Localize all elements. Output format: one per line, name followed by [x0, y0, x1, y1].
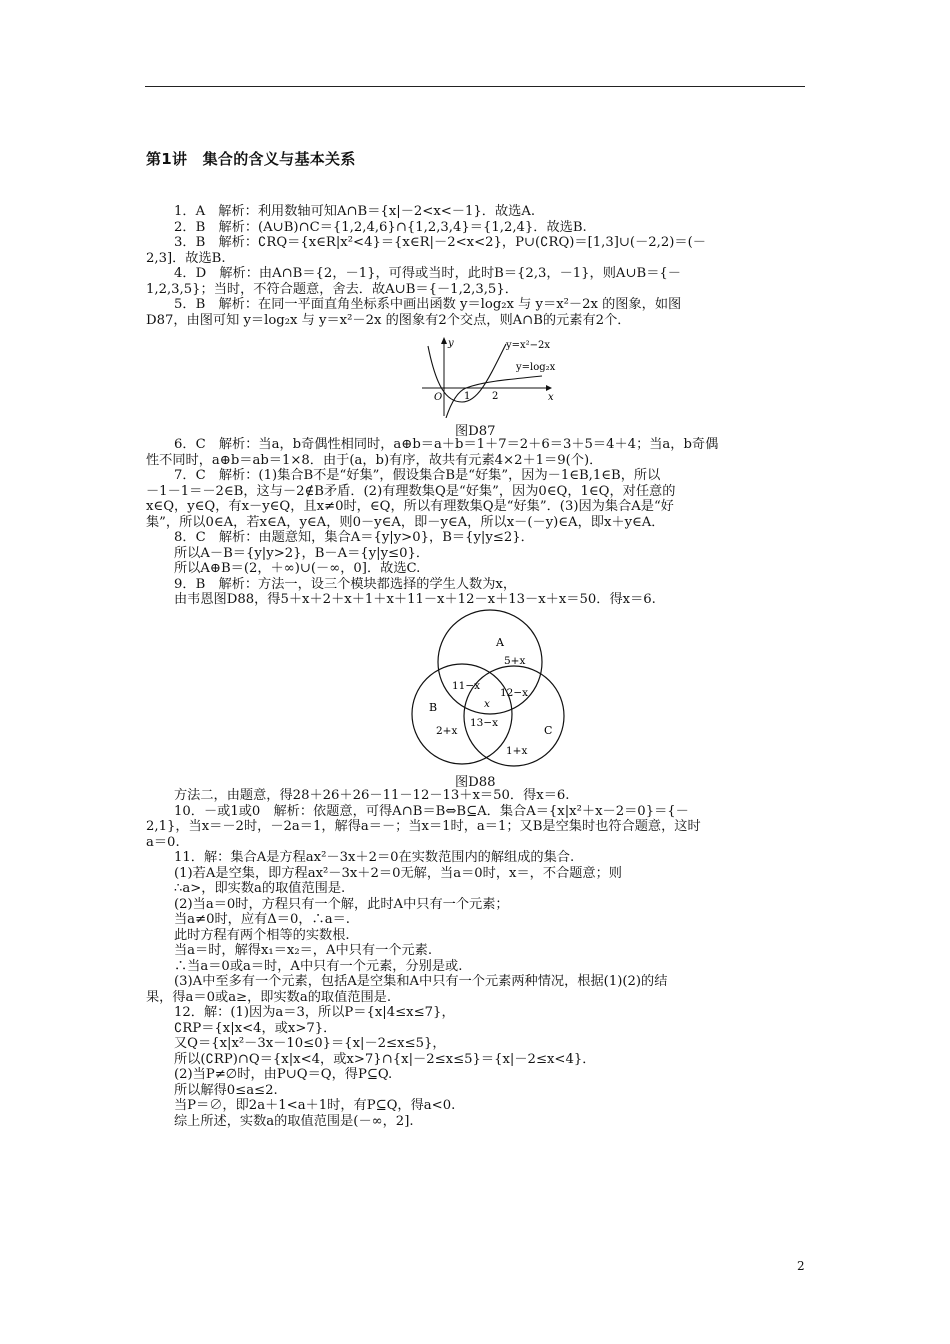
figure-d87-graph [418, 336, 568, 418]
answer-line: 1．A 解析：利用数轴可知A∩B＝{x|－2<x<－1}．故选A. [174, 204, 536, 219]
figure-d88-venn [410, 606, 570, 770]
answer-line: 7．C 解析：(1)集合B不是“好集”，假设集合B是“好集”，因为－1∈B,1∈B，所以 [174, 468, 661, 483]
venn-region-bc: 13−x [470, 717, 499, 729]
x-axis-arrow [546, 385, 552, 391]
answer-line: 所以A－B＝{y|y>2}，B－A＝{y|y≤0}． [174, 545, 430, 561]
answer-line: 所以解得0≤a≤2. [174, 1082, 278, 1098]
venn-region-c: 1+x [506, 745, 528, 757]
answer-line: 此时方程有两个相等的实数根. [174, 927, 350, 943]
answer-line: 11．解：集合A是方程ax²－3x＋2＝0在实数范围内的解组成的集合. [174, 850, 575, 865]
answer-line: 综上所述，实数a的取值范围是(－∞，2]. [174, 1113, 414, 1129]
figure-d87-caption: 图D87 [455, 424, 496, 439]
venn-label-c: C [544, 724, 553, 737]
venn-region-abc: x [484, 698, 490, 710]
answer-line: D87，由图可知 y＝log₂x 与 y＝x²－2x 的图象有2个交点，则A∩B的元素有2个． [146, 312, 631, 328]
parabola-label: y=x²−2x [506, 340, 551, 351]
answer-line: ∁RP＝{x|x<4，或x>7}． [174, 1020, 337, 1036]
y-axis-arrow [441, 337, 447, 344]
answer-line: 当a＝时，解得x₁＝x₂＝，A中只有一个元素. [174, 943, 433, 958]
answer-line: a＝0. [146, 834, 180, 850]
answer-line: －1－1＝－2∈B，这与－2∉B矛盾．(2)有理数集Q是“好集”，因为0∈Q，1∈Q，对任意的 [146, 483, 676, 499]
answer-line: 10．－或1或0 解析：依题意，可得A∩B＝B⇔B⊆A．集合A＝{x|x²＋x－2＝0}＝{－ [174, 803, 689, 819]
answer-line: x∈Q，y∈Q，有x－y∈Q，且x≠0时，∈Q，所以有理数集Q是“好集”．(3)因为集合A是“好 [146, 499, 674, 514]
answers-block-2 [146, 437, 806, 608]
answer-line: 性不同时，a⊕b＝ab＝1×8．由于(a，b)有序，故共有元素4×2＋1＝9(个)． [146, 452, 603, 468]
answer-line: 方法二，由题意，得28＋26＋26－11－12－13＋x＝50．得x＝6. [174, 788, 570, 803]
tick-2-label: 2 [492, 391, 499, 402]
answer-line: 果，得a＝0或a≥，即实数a的取值范围是. [146, 989, 392, 1005]
answer-line: (1)若A是空集，即方程ax²－3x＋2＝0无解，当a＝0时，x＝，不合题意；则 [174, 865, 622, 881]
answer-line: 2．B 解析：(A∪B)∩C＝{1,2,4,6}∩{1,2,3,4}＝{1,2,4}．故选B. [174, 219, 587, 235]
answer-line: 2,3]．故选B. [146, 250, 226, 266]
answer-line: 8．C 解析：由题意知，集合A＝{y|y>0}，B＝{y|y≤2}． [174, 530, 534, 545]
answer-line: 6．C 解析：当a，b奇偶性相同时，a⊕b＝a＋b＝1＋7＝2＋6＝3＋5＝4＋4；当a，b奇偶 [174, 437, 719, 452]
venn-region-b: 2+x [436, 725, 458, 737]
tick-1-label: 1 [464, 391, 471, 402]
origin-label: O [434, 392, 443, 403]
answer-line: 12．解：(1)因为a＝3，所以P＝{x|4≤x≤7}， [174, 1005, 455, 1020]
answer-line: 当a≠0时，应有Δ＝0，∴a＝. [174, 912, 350, 927]
answer-line: (2)当a＝0时，方程只有一个解，此时A中只有一个元素； [174, 896, 509, 912]
answer-line: ∴a>，即实数a的取值范围是. [174, 881, 346, 896]
answer-line: 1,2,3,5}；当时，不符合题意，舍去．故A∪B＝{－1,2,3,5}． [146, 281, 518, 297]
y-axis-label: y [448, 338, 454, 349]
log-label: y=log₂x [516, 362, 556, 373]
header-rule [145, 86, 805, 87]
answer-line: 所以A⊕B＝(2，＋∞)∪(－∞，0]．故选C. [174, 561, 421, 576]
answer-line: 5．B 解析：在同一平面直角坐标系中画出函数 y＝log₂x 与 y＝x²－2x 的图象，如图 [174, 297, 682, 312]
section-heading: 第1讲 集合的含义与基本关系 [146, 150, 356, 168]
page-number: 2 [797, 1259, 805, 1273]
answer-line: 所以(∁RP)∩Q＝{x|x<4，或x>7}∩{x|－2≤x≤5}＝{x|－2≤x<4}． [174, 1051, 596, 1067]
answer-line: (2)当P≠∅时，由P∪Q＝Q，得P⊆Q. [174, 1067, 393, 1082]
answer-line: 集”，所以0∈A，若x∈A，y∈A，则0－y∈A，即－y∈A，所以x－(－y)∈A，即x＋y∈A． [146, 514, 665, 530]
answer-line: 9．B 解析：方法一，设三个模块都选择的学生人数为x， [174, 576, 517, 592]
answer-line: 由韦恩图D88，得5＋x＋2＋x＋1＋x＋11－x＋12－x＋13－x＋x＝50．得x＝6. [174, 592, 656, 607]
venn-region-ab: 11−x [452, 680, 481, 692]
venn-label-a: A [496, 636, 504, 649]
answer-line: ∴当a＝0或a＝时，A中只有一个元素，分别是或. [174, 958, 463, 974]
answer-line: 4．D 解析：由A∩B＝{2，－1}，可得或当时，此时B＝{2,3，－1}，则A∪B＝{－ [174, 266, 681, 281]
answer-line: (3)A中至多有一个元素，包括A是空集和A中只有一个元素两种情况，根据(1)(2)的结 [174, 974, 668, 989]
venn-region-ac: 12−x [500, 687, 529, 699]
answer-line: 2,1}，当x＝－2时，－2a＝1，解得a＝－；当x＝1时，a＝1；又B是空集时也符合题意，这时 [146, 819, 701, 834]
venn-region-a: 5+x [504, 655, 526, 667]
answer-line: 又Q＝{x|x²－3x－10≤0}＝{x|－2≤x≤5}， [174, 1036, 446, 1051]
answer-line: 3．B 解析：∁RQ＝{x∈R|x²<4}＝{x∈R|－2<x<2}，P∪(∁RQ)＝[1,3]∪(－2,2)＝(－ [174, 235, 706, 250]
answer-line: 当P＝∅，即2a＋1<a＋1时，有P⊆Q，得a<0. [174, 1098, 456, 1113]
answers-block-1 [146, 204, 806, 328]
figure-d88-caption: 图D88 [455, 775, 496, 790]
answers-block-3 [146, 788, 806, 1129]
venn-label-b: B [429, 701, 438, 714]
x-axis-label: x [548, 392, 554, 403]
